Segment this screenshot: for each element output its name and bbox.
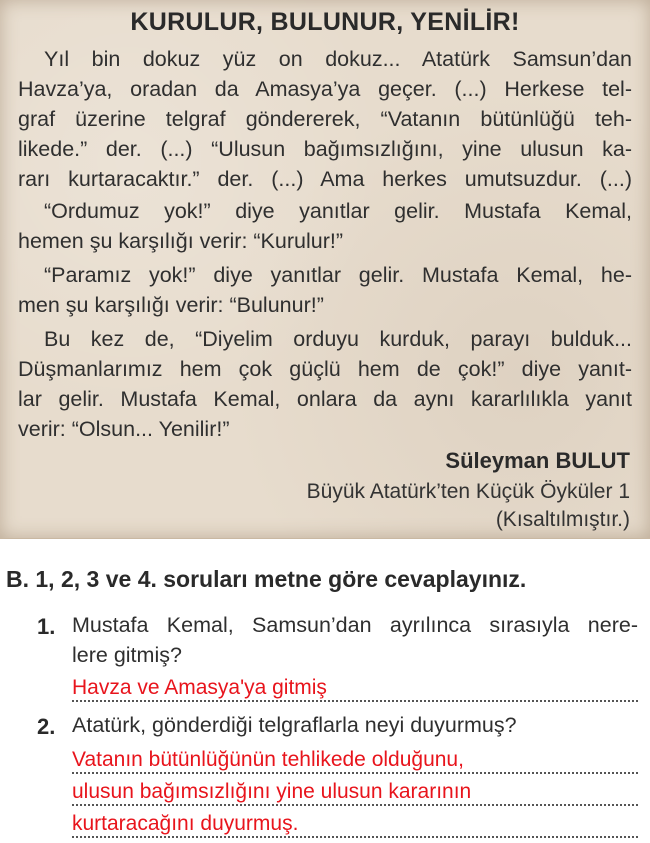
question-text: Atatürk, gönderdiği telgraflarla neyi duyurmuş? (72, 713, 517, 737)
passage-line: hemen şu karşılığı verir: “Kurulur!” (18, 229, 343, 253)
answer-text: kurtaracağını duyurmuş. (72, 812, 299, 835)
passage-line: rarı kurtaracaktır.” der. (...) Ama herkes umutsuzdur. (...) (18, 167, 632, 191)
answer-line[interactable] (72, 774, 638, 806)
passage-line: graf üzerine telgraf göndererek, “Vatanın bütünlüğü teh- (18, 107, 632, 131)
question-number: 2. (37, 714, 56, 739)
answer-text: Havza ve Amasya'ya gitmiş (72, 676, 327, 699)
passage-source-note: (Kısaltılmıştır.) (495, 508, 630, 531)
passage-line: verir: “Olsun... Yenilir!” (18, 417, 230, 441)
question-number: 1. (37, 614, 56, 639)
passage-line: Yıl bin dokuz yüz on dokuz... Atatürk Samsun’dan (44, 47, 632, 71)
question-text: lere gitmiş? (72, 643, 182, 667)
passage-line: “Ordumuz yok!” diye yanıtlar gelir. Mustafa Kemal, (44, 199, 632, 223)
question-text: Mustafa Kemal, Samsun’dan ayrılınca sırasıyla nere- (72, 613, 638, 637)
passage-source-title: Büyük Atatürk’ten Küçük Öyküler 1 (306, 480, 630, 503)
answer-line[interactable] (72, 670, 638, 702)
passage-line: Bu kez de, “Diyelim orduyu kurduk, parayı bulduk... (44, 327, 632, 351)
passage-line: men şu karşılığı verir: “Bulunur!” (18, 293, 324, 317)
passage-line: Düşmanlarımız hem çok güçlü hem de çok!” diye yanıt- (18, 357, 632, 381)
passage-line: “Paramız yok!” diye yanıtlar gelir. Mustafa Kemal, he- (44, 263, 632, 287)
answer-line[interactable] (72, 742, 638, 774)
answer-line[interactable] (72, 806, 638, 838)
section-title: B. 1, 2, 3 ve 4. soruları metne göre cevaplayınız. (6, 566, 527, 592)
passage-author: Süleyman BULUT (445, 448, 630, 473)
answer-text: ulusun bağımsızlığını yine ulusun kararının (72, 780, 472, 803)
passage-line: likede.” der. (...) “Ulusun bağımsızlığını, yine ulusun ka- (18, 137, 632, 161)
passage-line: Havza’ya, oradan da Amasya’ya geçer. (...) Herkese tel- (18, 77, 632, 101)
answer-text: Vatanın bütünlüğünün tehlikede olduğunu, (72, 748, 464, 771)
passage-title: KURULUR, BULUNUR, YENİLİR! (130, 8, 520, 36)
passage-line: lar gelir. Mustafa Kemal, onlara da aynı kararlılıkla yanıt (18, 387, 632, 411)
